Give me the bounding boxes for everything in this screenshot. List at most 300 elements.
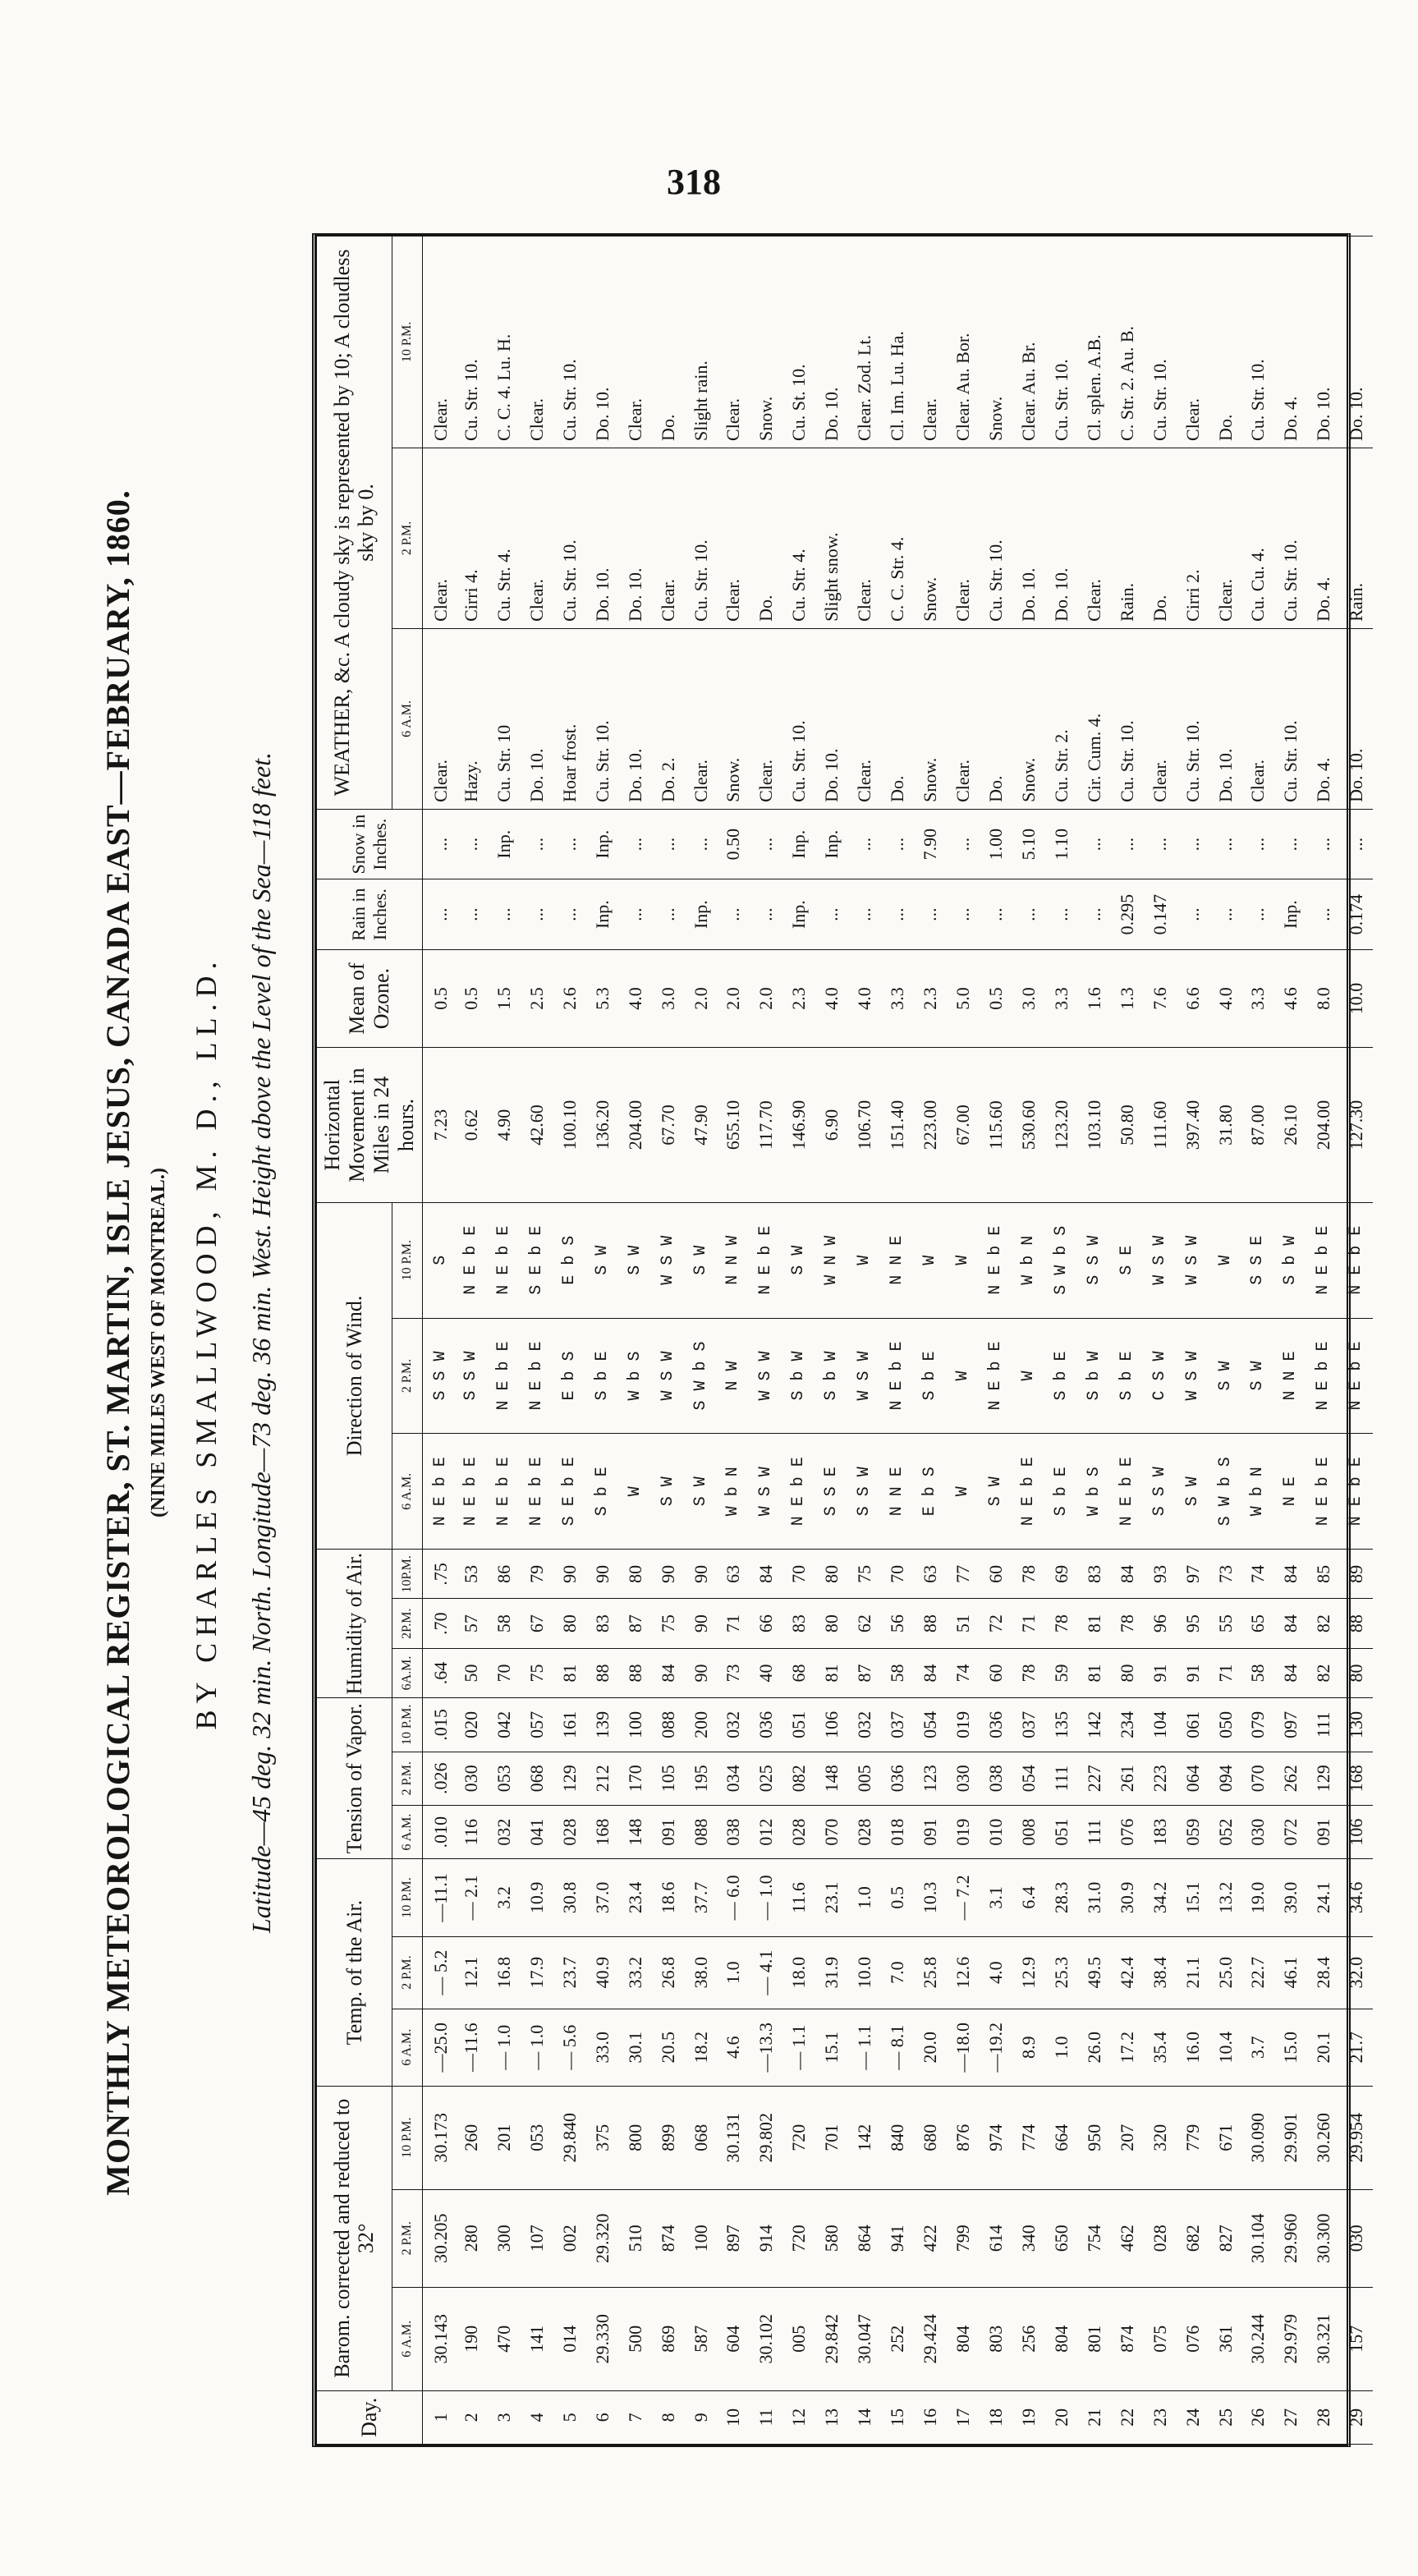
cell-temp-6am: 4.6 <box>718 2009 750 2086</box>
cell-temp-2pm: 23.7 <box>553 1936 586 2009</box>
cell-humidity-10pm: 74 <box>1242 1550 1275 1599</box>
cell-humidity-6am: 75 <box>521 1648 553 1697</box>
cell-humidity-2pm: 72 <box>980 1599 1012 1648</box>
cell-baro-10pm: 876 <box>947 2086 980 2189</box>
cell-snow: ... <box>1111 809 1144 879</box>
cell-temp-10pm: 24.1 <box>1307 1859 1340 1936</box>
cell-temp-10pm: 0.5 <box>881 1859 914 1936</box>
cell-temp-6am: 26.0 <box>1078 2009 1111 2086</box>
sub-wind-2pm: 2 P.M. <box>392 1318 422 1434</box>
cell-snow: 1.10 <box>1045 809 1078 879</box>
cell-temp-10pm: 11.6 <box>782 1859 815 1936</box>
cell-baro-10pm: 320 <box>1144 2086 1177 2189</box>
cell-snow: ... <box>1177 809 1209 879</box>
cell-weather-6am: Clear. <box>1242 628 1275 809</box>
cell-baro-6am: 604 <box>718 2287 750 2390</box>
cell-baro-2pm: 864 <box>848 2189 881 2287</box>
cell-vapor-6am: 091 <box>1307 1805 1340 1858</box>
cell-humidity-10pm: 90 <box>553 1550 586 1599</box>
col-ozone: Mean of Ozone. <box>317 949 423 1047</box>
cell-wind-6am: S S W <box>1144 1434 1177 1550</box>
cell-temp-10pm: 3.1 <box>980 1859 1012 1936</box>
cell-humidity-10pm: 86 <box>488 1550 521 1599</box>
cell-rain: Inp. <box>685 879 718 949</box>
cell-weather-6am: Clear. <box>1144 628 1177 809</box>
cell-day: 22 <box>1111 2390 1144 2444</box>
cell-weather-6am: Cir. Cum. 4. <box>1078 628 1111 809</box>
cell-temp-10pm: 19.0 <box>1242 1859 1275 1936</box>
cell-humidity-2pm: 55 <box>1209 1599 1242 1648</box>
cell-humidity-2pm: 65 <box>1242 1599 1275 1648</box>
cell-wind-10pm: N E b E <box>1340 1202 1373 1318</box>
cell-weather-10pm: Do. <box>1209 236 1242 448</box>
col-day: Day. <box>317 2390 423 2444</box>
cell-humidity-2pm: 51 <box>947 1599 980 1648</box>
cell-temp-2pm: 26.8 <box>652 1936 685 2009</box>
cell-humidity-2pm: 84 <box>1274 1599 1307 1648</box>
cell-wind-6am: E b S <box>914 1434 947 1550</box>
cell-baro-6am: 803 <box>980 2287 1012 2390</box>
cell-wind-2pm: W <box>947 1318 980 1434</box>
cell-wind-10pm: N E b E <box>980 1202 1012 1318</box>
cell-baro-2pm: 799 <box>947 2189 980 2287</box>
cell-snow: ... <box>1307 809 1340 879</box>
cell-weather-6am: Cu. Str. 10. <box>1274 628 1307 809</box>
cell-weather-6am: Hazy. <box>455 628 488 809</box>
cell-baro-10pm: 800 <box>619 2086 652 2189</box>
cell-weather-6am: Cu. Str. 2. <box>1045 628 1078 809</box>
cell-humidity-10pm: 80 <box>815 1550 848 1599</box>
cell-baro-2pm: 650 <box>1045 2189 1078 2287</box>
cell-baro-2pm: 874 <box>652 2189 685 2287</box>
cell-day: 28 <box>1307 2390 1340 2444</box>
cell-temp-6am: —11.6 <box>455 2009 488 2086</box>
cell-baro-6am: 869 <box>652 2287 685 2390</box>
sub-weather-2pm: 2 P.M. <box>392 448 422 628</box>
cell-wind-6am: S W <box>980 1434 1012 1550</box>
cell-vapor-10pm: 061 <box>1177 1698 1209 1752</box>
cell-movement: 7.23 <box>422 1048 455 1203</box>
cell-wind-2pm: W b S <box>619 1318 652 1434</box>
cell-weather-10pm: Cu. Str. 10. <box>553 236 586 448</box>
cell-temp-2pm: — 5.2 <box>422 1936 455 2009</box>
header-group-row <box>317 236 392 2445</box>
cell-baro-6am: 30.244 <box>1242 2287 1275 2390</box>
cell-vapor-2pm: 170 <box>619 1752 652 1805</box>
cell-temp-6am: 33.0 <box>586 2009 619 2086</box>
cell-weather-6am: Do. 2. <box>652 628 685 809</box>
cell-ozone: 3.0 <box>652 949 685 1047</box>
cell-weather-10pm: Cu. St. 10. <box>782 236 815 448</box>
sub-baro-2pm: 2 P.M. <box>392 2189 422 2287</box>
cell-weather-2pm: Do. 10. <box>1045 448 1078 628</box>
cell-snow: Inp. <box>586 809 619 879</box>
cell-humidity-6am: 73 <box>718 1648 750 1697</box>
cell-weather-6am: Snow. <box>914 628 947 809</box>
cell-humidity-6am: 84 <box>914 1648 947 1697</box>
cell-temp-6am: 16.0 <box>1177 2009 1209 2086</box>
cell-vapor-6am: 116 <box>455 1805 488 1858</box>
cell-ozone: 1.3 <box>1111 949 1144 1047</box>
cell-weather-6am: Clear. <box>750 628 782 809</box>
cell-vapor-6am: 012 <box>750 1805 782 1858</box>
cell-baro-6am: 801 <box>1078 2287 1111 2390</box>
cell-baro-2pm: 29.320 <box>586 2189 619 2287</box>
cell-day: 16 <box>914 2390 947 2444</box>
cell-baro-10pm: 260 <box>455 2086 488 2189</box>
cell-day: 5 <box>553 2390 586 2444</box>
cell-humidity-6am: 58 <box>1242 1648 1275 1697</box>
cell-rain: ... <box>1209 879 1242 949</box>
cell-wind-6am: N E b E <box>521 1434 553 1550</box>
cell-humidity-10pm: 75 <box>848 1550 881 1599</box>
cell-day: 29 <box>1340 2390 1373 2444</box>
cell-vapor-6am: 111 <box>1078 1805 1111 1858</box>
cell-ozone: 5.3 <box>586 949 619 1047</box>
cell-vapor-10pm: 104 <box>1144 1698 1177 1752</box>
cell-baro-6am: 256 <box>1012 2287 1045 2390</box>
cell-baro-2pm: 30.104 <box>1242 2189 1275 2287</box>
cell-temp-6am: 15.0 <box>1274 2009 1307 2086</box>
cell-wind-2pm: S S W <box>422 1318 455 1434</box>
cell-rain: 0.147 <box>1144 879 1177 949</box>
cell-snow: ... <box>619 809 652 879</box>
cell-snow: ... <box>521 809 553 879</box>
cell-humidity-10pm: .75 <box>422 1550 455 1599</box>
cell-baro-2pm: 280 <box>455 2189 488 2287</box>
cell-weather-10pm: Do. 4. <box>1274 236 1307 448</box>
cell-temp-2pm: 25.8 <box>914 1936 947 2009</box>
cell-movement: 0.62 <box>455 1048 488 1203</box>
cell-baro-6am: 30.143 <box>422 2287 455 2390</box>
cell-baro-10pm: 29.954 <box>1340 2086 1373 2189</box>
cell-weather-2pm: Do. 10. <box>619 448 652 628</box>
cell-rain: ... <box>914 879 947 949</box>
cell-snow: ... <box>848 809 881 879</box>
cell-temp-10pm: 3.2 <box>488 1859 521 1936</box>
cell-vapor-6am: 091 <box>914 1805 947 1858</box>
cell-humidity-6am: 60 <box>980 1648 1012 1697</box>
cell-movement: 223.00 <box>914 1048 947 1203</box>
cell-humidity-2pm: 62 <box>848 1599 881 1648</box>
cell-baro-6am: 470 <box>488 2287 521 2390</box>
cell-vapor-10pm: 032 <box>848 1698 881 1752</box>
cell-humidity-10pm: 97 <box>1177 1550 1209 1599</box>
cell-humidity-10pm: 60 <box>980 1550 1012 1599</box>
cell-baro-10pm: 29.802 <box>750 2086 782 2189</box>
cell-humidity-10pm: 53 <box>455 1550 488 1599</box>
cell-humidity-6am: 80 <box>1340 1648 1373 1697</box>
cell-movement: 4.90 <box>488 1048 521 1203</box>
cell-vapor-2pm: 094 <box>1209 1752 1242 1805</box>
cell-vapor-6am: 059 <box>1177 1805 1209 1858</box>
cell-wind-6am: S S W <box>848 1434 881 1550</box>
cell-vapor-10pm: 135 <box>1045 1698 1078 1752</box>
cell-weather-2pm: Clear. <box>848 448 881 628</box>
cell-humidity-10pm: 90 <box>685 1550 718 1599</box>
cell-vapor-2pm: 054 <box>1012 1752 1045 1805</box>
cell-humidity-10pm: 63 <box>718 1550 750 1599</box>
cell-vapor-2pm: 068 <box>521 1752 553 1805</box>
cell-temp-10pm: 31.0 <box>1078 1859 1111 1936</box>
cell-humidity-6am: 81 <box>815 1648 848 1697</box>
cell-wind-2pm: S b E <box>1111 1318 1144 1434</box>
cell-day: 13 <box>815 2390 848 2444</box>
cell-baro-2pm: 29.960 <box>1274 2189 1307 2287</box>
cell-rain: ... <box>1307 879 1340 949</box>
cell-rain: ... <box>1078 879 1111 949</box>
cell-ozone: 10.0 <box>1340 949 1373 1047</box>
cell-vapor-6am: 030 <box>1242 1805 1275 1858</box>
cell-humidity-2pm: 71 <box>1012 1599 1045 1648</box>
cell-vapor-6am: 038 <box>718 1805 750 1858</box>
cell-baro-2pm: 914 <box>750 2189 782 2287</box>
cell-vapor-6am: 018 <box>881 1805 914 1858</box>
cell-wind-10pm: S W <box>586 1202 619 1318</box>
cell-wind-2pm: S W b S <box>685 1318 718 1434</box>
cell-wind-6am: W <box>619 1434 652 1550</box>
cell-snow: Inp. <box>782 809 815 879</box>
cell-movement: 31.80 <box>1209 1048 1242 1203</box>
cell-ozone: 6.6 <box>1177 949 1209 1047</box>
register-row <box>1177 236 1209 2445</box>
sub-vapor-2pm: 2 P.M. <box>392 1752 422 1805</box>
cell-snow: ... <box>750 809 782 879</box>
cell-weather-6am: Cu. Str. 10 <box>488 628 521 809</box>
cell-temp-10pm: 34.2 <box>1144 1859 1177 1936</box>
cell-temp-2pm: 42.4 <box>1111 1936 1144 2009</box>
cell-vapor-6am: 148 <box>619 1805 652 1858</box>
cell-weather-6am: Snow. <box>718 628 750 809</box>
sub-wind-10pm: 10 P.M. <box>392 1202 422 1318</box>
cell-day: 14 <box>848 2390 881 2444</box>
cell-baro-10pm: 375 <box>586 2086 619 2189</box>
cell-humidity-6am: 74 <box>947 1648 980 1697</box>
cell-wind-10pm: N E b E <box>488 1202 521 1318</box>
cell-day: 19 <box>1012 2390 1045 2444</box>
cell-snow: 0.50 <box>718 809 750 879</box>
cell-humidity-10pm: 77 <box>947 1550 980 1599</box>
cell-temp-2pm: 33.2 <box>619 1936 652 2009</box>
cell-humidity-2pm: 83 <box>782 1599 815 1648</box>
cell-vapor-2pm: 036 <box>881 1752 914 1805</box>
cell-vapor-10pm: 200 <box>685 1698 718 1752</box>
cell-vapor-10pm: 106 <box>815 1698 848 1752</box>
cell-vapor-2pm: 025 <box>750 1752 782 1805</box>
col-barometer: Barom. corrected and reduced to 32° <box>317 2086 392 2390</box>
cell-baro-2pm: 340 <box>1012 2189 1045 2287</box>
cell-temp-6am: — 1.1 <box>782 2009 815 2086</box>
cell-temp-10pm: 15.1 <box>1177 1859 1209 1936</box>
cell-day: 12 <box>782 2390 815 2444</box>
cell-wind-10pm: S S W <box>1078 1202 1111 1318</box>
cell-humidity-2pm: 81 <box>1078 1599 1111 1648</box>
cell-wind-6am: N E b E <box>1307 1434 1340 1550</box>
cell-temp-2pm: 17.9 <box>521 1936 553 2009</box>
cell-vapor-2pm: 070 <box>1242 1752 1275 1805</box>
sub-temp-2pm: 2 P.M. <box>392 1936 422 2009</box>
cell-wind-6am: S E b E <box>553 1434 586 1550</box>
cell-temp-6am: 15.1 <box>815 2009 848 2086</box>
cell-weather-10pm: C. C. 4. Lu. H. <box>488 236 521 448</box>
cell-temp-2pm: 40.9 <box>586 1936 619 2009</box>
cell-weather-2pm: Cu. Str. 10. <box>553 448 586 628</box>
cell-temp-6am: 21.7 <box>1340 2009 1373 2086</box>
cell-rain: ... <box>881 879 914 949</box>
cell-vapor-10pm: 042 <box>488 1698 521 1752</box>
cell-wind-10pm: S b W <box>1274 1202 1307 1318</box>
cell-wind-6am: S b E <box>586 1434 619 1550</box>
register-row <box>718 236 750 2445</box>
cell-vapor-2pm: 034 <box>718 1752 750 1805</box>
cell-humidity-6am: 68 <box>782 1648 815 1697</box>
cell-wind-2pm: W S W <box>1177 1318 1209 1434</box>
cell-weather-2pm: Rain. <box>1340 448 1373 628</box>
cell-baro-2pm: 30.300 <box>1307 2189 1340 2287</box>
cell-humidity-2pm: 67 <box>521 1599 553 1648</box>
cell-day: 4 <box>521 2390 553 2444</box>
cell-vapor-10pm: 036 <box>750 1698 782 1752</box>
cell-baro-6am: 29.842 <box>815 2287 848 2390</box>
cell-weather-6am: Clear. <box>422 628 455 809</box>
sub-weather-10pm: 10 P.M. <box>392 236 422 448</box>
cell-wind-10pm: S W b S <box>1045 1202 1078 1318</box>
cell-wind-2pm: N W <box>718 1318 750 1434</box>
sub-vapor-6am: 6 A.M. <box>392 1805 422 1858</box>
cell-wind-2pm: W S W <box>750 1318 782 1434</box>
cell-baro-2pm: 941 <box>881 2189 914 2287</box>
cell-weather-2pm: Clear. <box>1209 448 1242 628</box>
cell-temp-6am: —25.0 <box>422 2009 455 2086</box>
cell-humidity-10pm: 83 <box>1078 1550 1111 1599</box>
cell-vapor-6am: 091 <box>652 1805 685 1858</box>
cell-day: 15 <box>881 2390 914 2444</box>
cell-vapor-10pm: 054 <box>914 1698 947 1752</box>
cell-ozone: 4.0 <box>1209 949 1242 1047</box>
cell-humidity-6am: 87 <box>848 1648 881 1697</box>
cell-baro-6am: 874 <box>1111 2287 1144 2390</box>
cell-ozone: 3.3 <box>1045 949 1078 1047</box>
cell-wind-6am: N E b E <box>1012 1434 1045 1550</box>
cell-humidity-6am: .64 <box>422 1648 455 1697</box>
cell-day: 24 <box>1177 2390 1209 2444</box>
cell-temp-10pm: 34.6 <box>1340 1859 1373 1936</box>
cell-snow: ... <box>1274 809 1307 879</box>
cell-baro-10pm: 053 <box>521 2086 553 2189</box>
cell-baro-2pm: 028 <box>1144 2189 1177 2287</box>
cell-weather-6am: Cu. Str. 10. <box>586 628 619 809</box>
cell-baro-10pm: 701 <box>815 2086 848 2189</box>
cell-baro-6am: 29.424 <box>914 2287 947 2390</box>
cell-vapor-2pm: 227 <box>1078 1752 1111 1805</box>
register-table <box>316 236 1373 2445</box>
cell-temp-6am: — 8.1 <box>881 2009 914 2086</box>
cell-vapor-6am: 088 <box>685 1805 718 1858</box>
cell-movement: 103.10 <box>1078 1048 1111 1203</box>
cell-day: 18 <box>980 2390 1012 2444</box>
cell-wind-10pm: W <box>914 1202 947 1318</box>
cell-rain: ... <box>718 879 750 949</box>
cell-temp-10pm: 10.3 <box>914 1859 947 1936</box>
cell-weather-10pm: Clear. <box>521 236 553 448</box>
cell-temp-10pm: 37.7 <box>685 1859 718 1936</box>
cell-temp-2pm: 38.4 <box>1144 1936 1177 2009</box>
cell-day: 26 <box>1242 2390 1275 2444</box>
cell-day: 7 <box>619 2390 652 2444</box>
cell-vapor-6am: 008 <box>1012 1805 1045 1858</box>
register-row <box>1144 236 1177 2445</box>
cell-ozone: 1.6 <box>1078 949 1111 1047</box>
cell-humidity-6am: 70 <box>488 1648 521 1697</box>
cell-humidity-6am: 80 <box>1111 1648 1144 1697</box>
cell-vapor-10pm: 079 <box>1242 1698 1275 1752</box>
cell-rain: ... <box>455 879 488 949</box>
cell-baro-6am: 076 <box>1177 2287 1209 2390</box>
cell-humidity-10pm: 84 <box>750 1550 782 1599</box>
register-row <box>553 236 586 2445</box>
register-row <box>1012 236 1045 2445</box>
cell-weather-2pm: Clear. <box>947 448 980 628</box>
cell-humidity-6am: 84 <box>652 1648 685 1697</box>
cell-rain: Inp. <box>586 879 619 949</box>
cell-wind-2pm: N E b E <box>521 1318 553 1434</box>
cell-humidity-6am: 88 <box>619 1648 652 1697</box>
cell-vapor-6am: 106 <box>1340 1805 1373 1858</box>
cell-snow: ... <box>652 809 685 879</box>
cell-wind-2pm: S b W <box>815 1318 848 1434</box>
cell-temp-2pm: 32.0 <box>1340 1936 1373 2009</box>
cell-day: 27 <box>1274 2390 1307 2444</box>
cell-wind-10pm: W S W <box>652 1202 685 1318</box>
cell-weather-10pm: Clear. Zod. Lt. <box>848 236 881 448</box>
cell-baro-10pm: 899 <box>652 2086 685 2189</box>
cell-wind-6am: N E b E <box>422 1434 455 1550</box>
cell-humidity-6am: 78 <box>1012 1648 1045 1697</box>
cell-temp-10pm: 18.6 <box>652 1859 685 1936</box>
cell-wind-2pm: N N E <box>1274 1318 1307 1434</box>
cell-weather-2pm: Cu. Cu. 4. <box>1242 448 1275 628</box>
cell-temp-10pm: 23.1 <box>815 1859 848 1936</box>
register-row <box>947 236 980 2445</box>
cell-weather-10pm: Snow. <box>980 236 1012 448</box>
cell-weather-2pm: Clear. <box>718 448 750 628</box>
cell-day: 6 <box>586 2390 619 2444</box>
col-humidity: Humidity of Air. <box>317 1550 392 1698</box>
cell-baro-10pm: 30.090 <box>1242 2086 1275 2189</box>
cell-ozone: 2.6 <box>553 949 586 1047</box>
cell-vapor-2pm: .026 <box>422 1752 455 1805</box>
cell-rain: ... <box>422 879 455 949</box>
cell-snow: ... <box>947 809 980 879</box>
cell-baro-10pm: 671 <box>1209 2086 1242 2189</box>
register-row <box>914 236 947 2445</box>
cell-movement: 115.60 <box>980 1048 1012 1203</box>
cell-humidity-10pm: 80 <box>619 1550 652 1599</box>
cell-wind-10pm: S S E <box>1242 1202 1275 1318</box>
cell-temp-6am: 35.4 <box>1144 2009 1177 2086</box>
cell-movement: 136.20 <box>586 1048 619 1203</box>
cell-ozone: 2.3 <box>782 949 815 1047</box>
cell-temp-2pm: 25.3 <box>1045 1936 1078 2009</box>
cell-snow: ... <box>455 809 488 879</box>
cell-temp-10pm: 30.9 <box>1111 1859 1144 1936</box>
cell-ozone: 4.0 <box>815 949 848 1047</box>
cell-vapor-10pm: 051 <box>782 1698 815 1752</box>
cell-baro-10pm: 680 <box>914 2086 947 2189</box>
cell-temp-6am: — 1.1 <box>848 2009 881 2086</box>
register-row <box>685 236 718 2445</box>
cell-temp-6am: — 1.0 <box>521 2009 553 2086</box>
